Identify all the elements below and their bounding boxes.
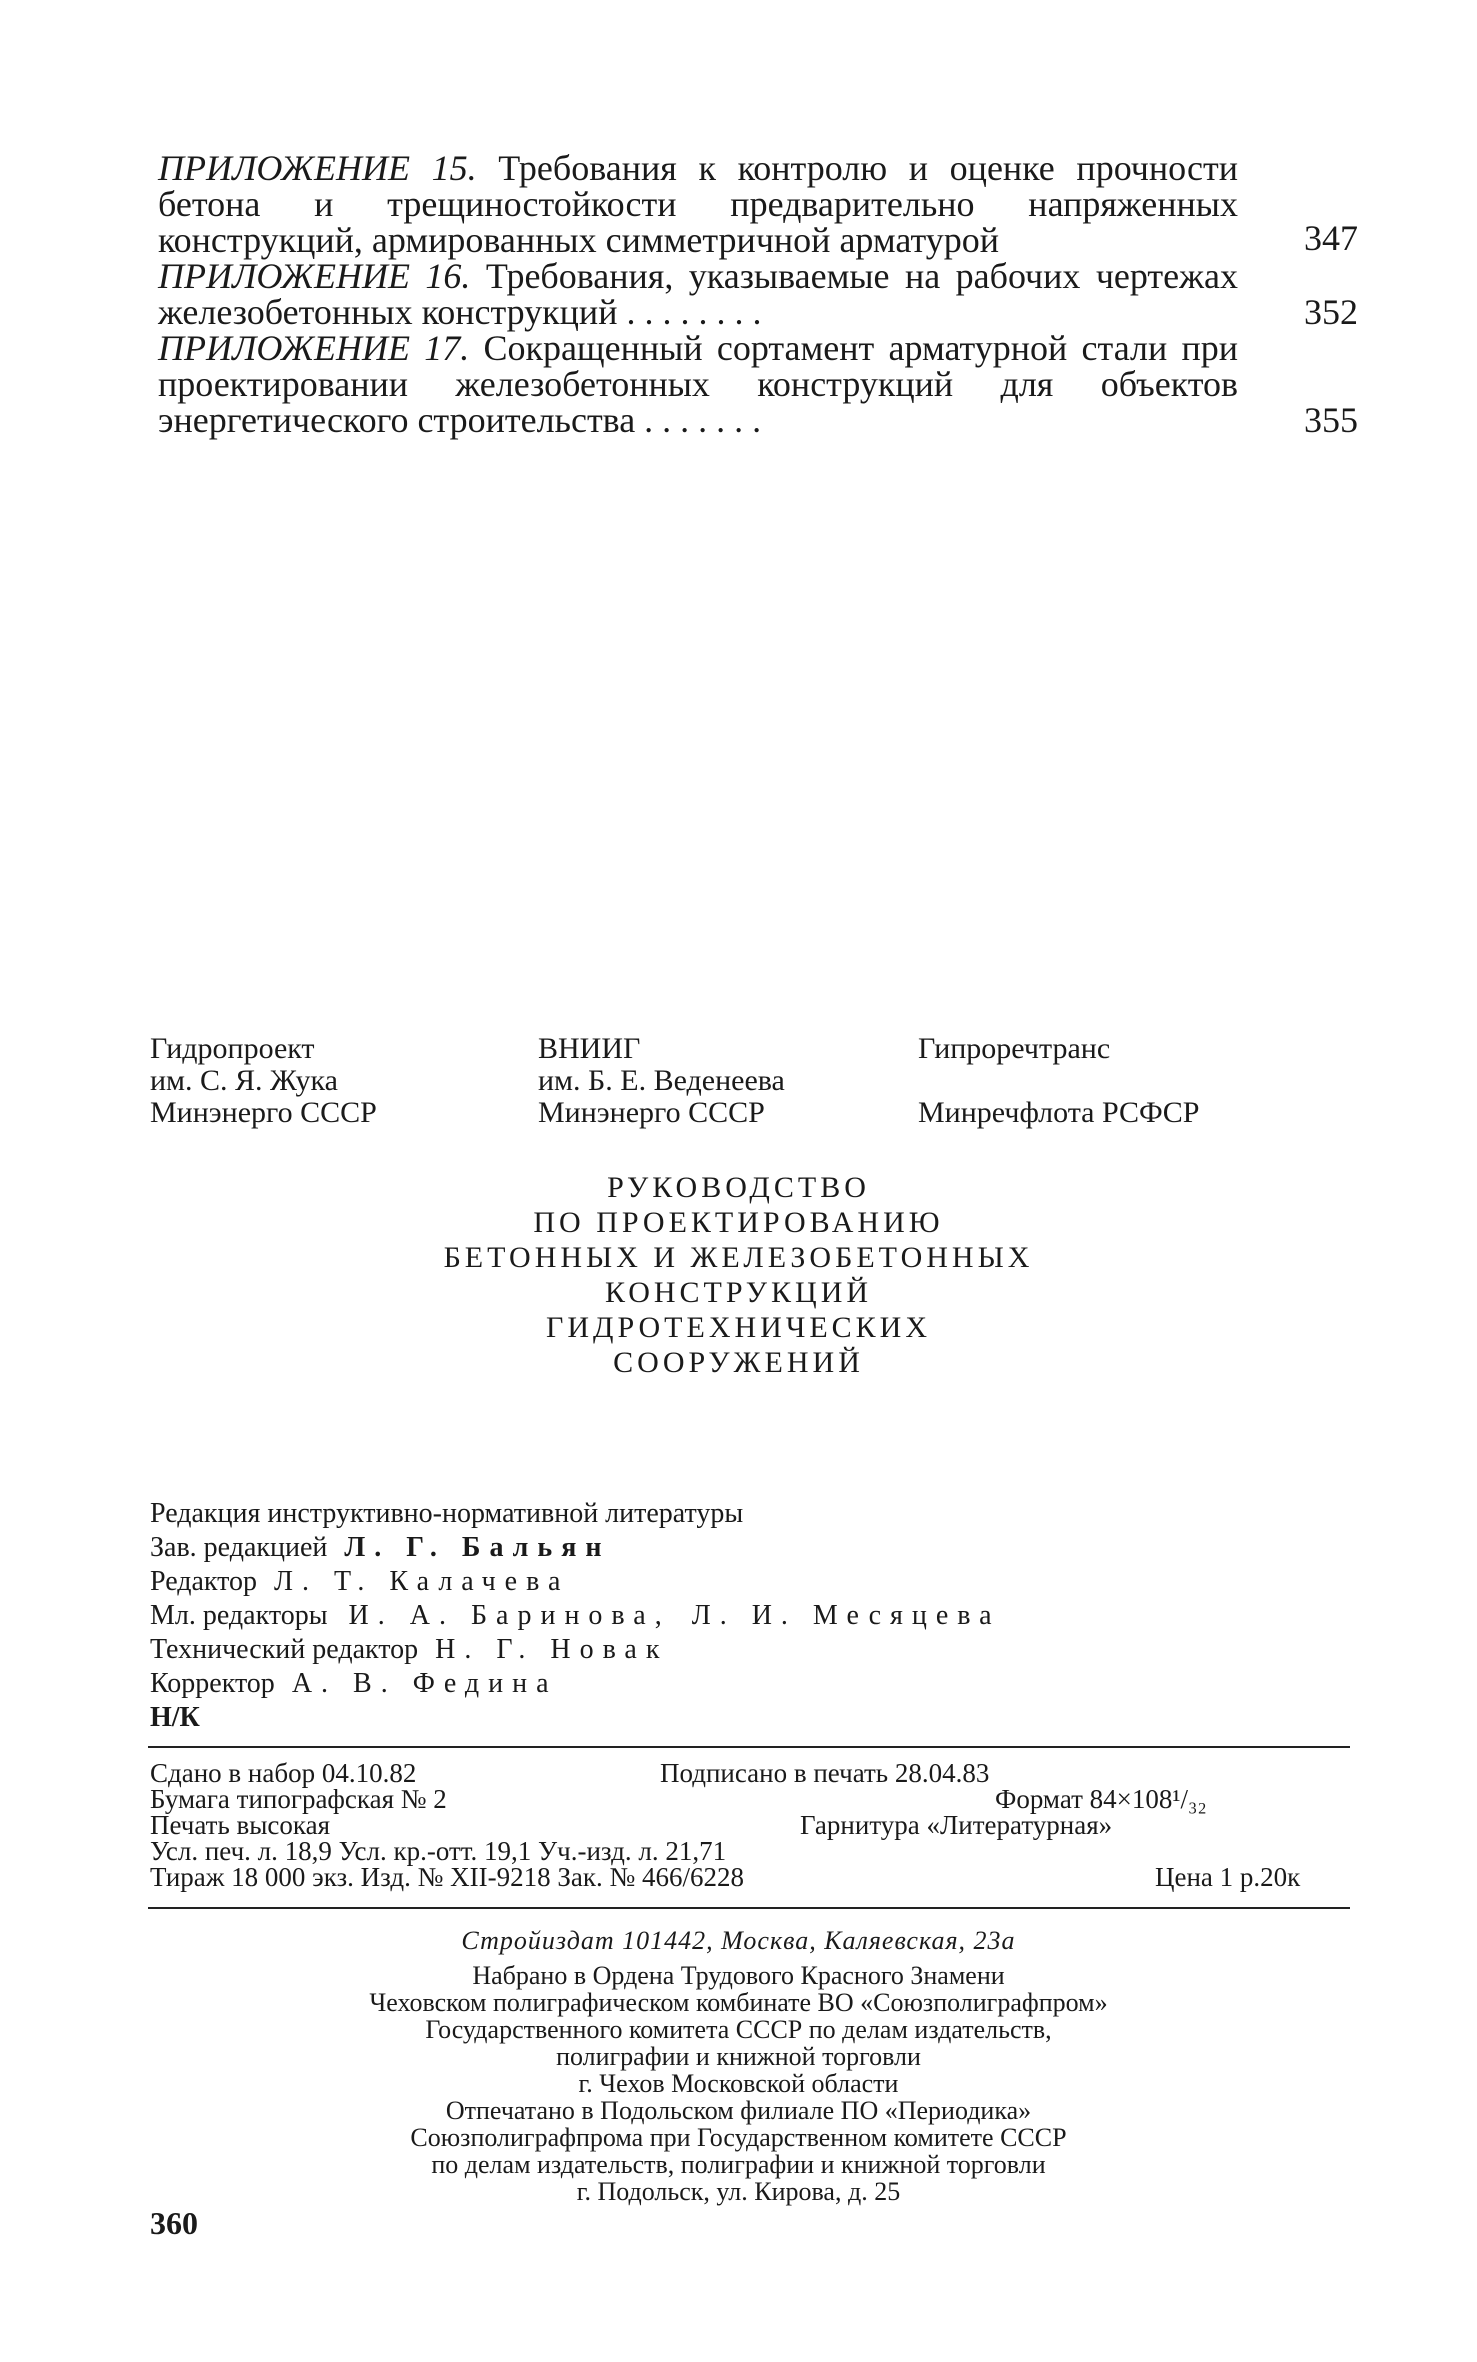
imprint-row xyxy=(150,1760,1350,1786)
org-line: Минречфлота РСФСР xyxy=(918,1096,1200,1129)
imprint-printing: Печать высокая xyxy=(150,1810,331,1840)
printer-line: Отпечатано в Подольском филиале ПО «Периодика» xyxy=(445,2096,1032,2125)
editor-name: Л. Т. Калачева xyxy=(274,1566,570,1597)
editor-line xyxy=(150,1565,1001,1599)
imprint-data xyxy=(150,1760,1350,1890)
imprint-paper: Бумага типографская № 2 xyxy=(150,1784,447,1814)
chief-editor-label: Зав. редакцией xyxy=(150,1532,328,1563)
toc-label: ПРИЛОЖЕНИЕ 16. xyxy=(158,256,471,296)
org-gidroproekt xyxy=(150,1033,377,1129)
toc-page-number: 347 xyxy=(1304,218,1358,258)
credits xyxy=(150,1497,1001,1735)
divider-top xyxy=(148,1746,1350,1748)
imprint-format: Формат 84×108¹/₃₂ xyxy=(995,1784,1207,1814)
imprint-price: Цена 1 р.20к xyxy=(1155,1862,1301,1892)
org-line: им. Б. Е. Веденеева xyxy=(538,1064,785,1097)
toc-title: Сокращенный сортамент арматурной стали при проектировании железобетонных конструкций для объектов энергетического строительства . . . . . . . xyxy=(158,328,1239,440)
toc-title: Требования к контролю и оценке прочности бетона и трещиностойкости предварительно напряженных конструкций, армированных симметричной арматурой xyxy=(158,148,1239,260)
printer-line: Союзполиграфпрома при Государственном комитете СССР xyxy=(410,2123,1067,2152)
printer-line: полиграфии и книжной торговли xyxy=(556,2042,921,2071)
imprint-typeset: Сдано в набор 04.10.82 xyxy=(150,1758,417,1788)
printer-line: Государственного комитета СССР по делам издательств, xyxy=(425,2015,1052,2044)
printer-line: по делам издательств, полиграфии и книжной торговли xyxy=(431,2150,1046,2179)
proofreader-line xyxy=(150,1667,1001,1701)
org-giprorechtrans xyxy=(918,1033,1199,1129)
junior-editor-name: Л. И. Месяцева xyxy=(691,1600,1001,1631)
title-line: БЕТОННЫХ И ЖЕЛЕЗОБЕТОННЫХ xyxy=(443,1241,1034,1274)
divider-bottom xyxy=(148,1907,1350,1909)
editorial-office: Редакция инструктивно-нормативной литературы xyxy=(150,1498,744,1529)
toc-page-number: 355 xyxy=(1304,400,1358,440)
imprint-typeface: Гарнитура «Литературная» xyxy=(800,1810,1113,1840)
imprint-sheets: Усл. печ. л. 18,9 Усл. кр.-отт. 19,1 Уч.-изд. л. 21,71 xyxy=(150,1836,727,1866)
page-number: 360 xyxy=(150,2205,198,2241)
tech-editor-name: Н. Г. Новак xyxy=(435,1634,669,1665)
printer-line: Набрано в Ордена Трудового Красного Знамени xyxy=(472,1961,1005,1990)
toc-label: ПРИЛОЖЕНИЕ 17. xyxy=(158,328,470,368)
code-mark: Н/К xyxy=(150,1702,200,1733)
printer-line: г. Подольск, ул. Кирова, д. 25 xyxy=(576,2177,901,2206)
org-line: им. С. Я. Жука xyxy=(150,1064,338,1097)
printer-line: Чеховском полиграфическом комбинате ВО «Союзполиграфпром» xyxy=(369,1988,1108,2017)
org-line: Минэнерго СССР xyxy=(150,1096,377,1129)
junior-editor-name: И. А. Баринова, xyxy=(348,1600,671,1631)
toc-entry-17 xyxy=(158,330,1358,438)
imprint-signed: Подписано в печать 28.04.83 xyxy=(660,1758,990,1788)
imprint-row xyxy=(150,1864,1350,1890)
printer-info xyxy=(0,1927,1477,2205)
title-line: РУКОВОДСТВО xyxy=(607,1171,870,1204)
junior-editors-line xyxy=(150,1599,1001,1633)
title-line: КОНСТРУКЦИЙ xyxy=(604,1276,873,1309)
toc-label: ПРИЛОЖЕНИЕ 15. xyxy=(158,148,477,188)
title-line: ГИДРОТЕХНИЧЕСКИХ xyxy=(545,1311,931,1344)
publisher-address: Стройиздат 101442, Москва, Каляевская, 23а xyxy=(461,1926,1016,1955)
tech-editor-label: Технический редактор xyxy=(150,1634,419,1665)
org-vniig xyxy=(538,1033,785,1129)
chief-editor-name: Л. Г. Бальян xyxy=(344,1532,611,1563)
title-line: СООРУЖЕНИЙ xyxy=(613,1346,864,1379)
title-line: ПО ПРОЕКТИРОВАНИЮ xyxy=(533,1206,944,1239)
toc-entry-16 xyxy=(158,258,1358,330)
editor-label: Редактор xyxy=(150,1566,258,1597)
junior-editors-label: Мл. редакторы xyxy=(150,1600,328,1631)
imprint-circulation: Тираж 18 000 экз. Изд. № XII-9218 Зак. № 466/6228 xyxy=(150,1862,744,1892)
org-line: Гипроречтранс xyxy=(918,1032,1111,1065)
imprint-row xyxy=(150,1812,1350,1838)
org-line xyxy=(918,1065,1199,1097)
org-line: ВНИИГ xyxy=(538,1032,641,1065)
toc-title: Требования, указываемые на рабочих чертежах железобетонных конструкций . . . . . . . . xyxy=(158,256,1238,332)
org-line: Минэнерго СССР xyxy=(538,1096,765,1129)
org-line: Гидропроект xyxy=(150,1032,315,1065)
book-title xyxy=(0,1170,1477,1380)
toc-page-number: 352 xyxy=(1304,292,1358,332)
toc-entry-15 xyxy=(158,150,1358,258)
imprint-row xyxy=(150,1838,1350,1864)
proofreader-name: А. В. Федина xyxy=(291,1668,558,1699)
chief-editor-line xyxy=(150,1531,1001,1565)
table-of-contents xyxy=(158,150,1358,438)
tech-editor-line xyxy=(150,1633,1001,1667)
printer-line: г. Чехов Московской области xyxy=(578,2069,899,2098)
proofreader-label: Корректор xyxy=(150,1668,275,1699)
imprint-row xyxy=(150,1786,1350,1812)
